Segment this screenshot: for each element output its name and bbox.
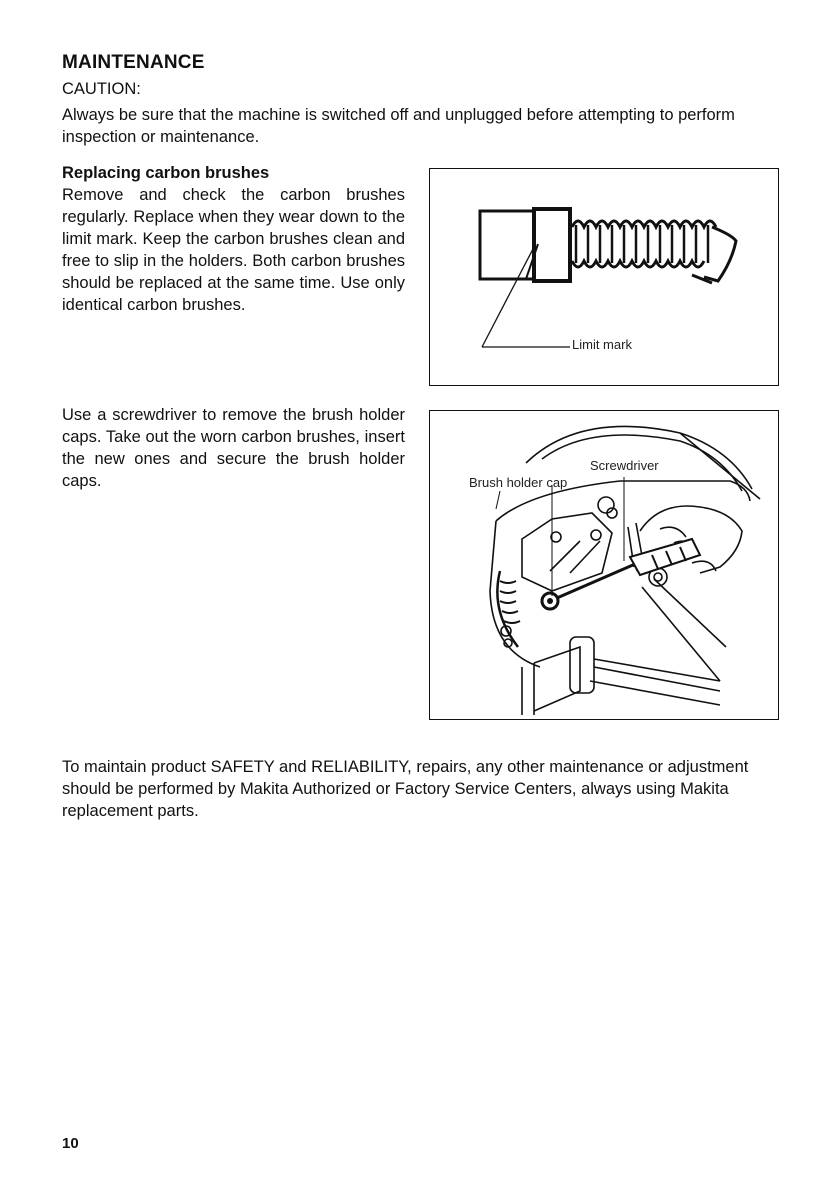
- section-title: MAINTENANCE: [62, 52, 205, 73]
- service-notice-text: To maintain product SAFETY and RELIABILITY, repairs, any other maintenance or adjustment should be performed by Makita Authorized or Factory Service Centers, always using Makita replacement parts.: [62, 758, 749, 820]
- carbon-brush-figure: [429, 168, 779, 386]
- brush-holder-cap-label: Brush holder cap: [469, 475, 568, 490]
- caution-label: CAUTION:: [62, 80, 141, 98]
- screwdriver-label: Screwdriver: [590, 458, 659, 473]
- limit-mark-label: Limit mark: [572, 337, 632, 352]
- carbon-brushes-heading: Replacing carbon brushes: [62, 164, 270, 182]
- carbon-brushes-text: Remove and check the carbon brushes regularly. Replace when they wear down to the limit mark. Keep the carbon brushes clean and free to slip in the holders. Both carbon brushes should be replaced at the same time. Use only identical carbon brushes.: [62, 186, 405, 314]
- screwdriver-figure: [429, 410, 779, 720]
- screwdriver-step-text: Use a screwdriver to remove the brush holder caps. Take out the worn carbon brushes, insert the new ones and secure the brush holder caps.: [62, 406, 405, 490]
- caution-text: Always be sure that the machine is switched off and unplugged before attempting to perform inspection or maintenance.: [62, 106, 735, 146]
- page-number: 10: [62, 1135, 79, 1152]
